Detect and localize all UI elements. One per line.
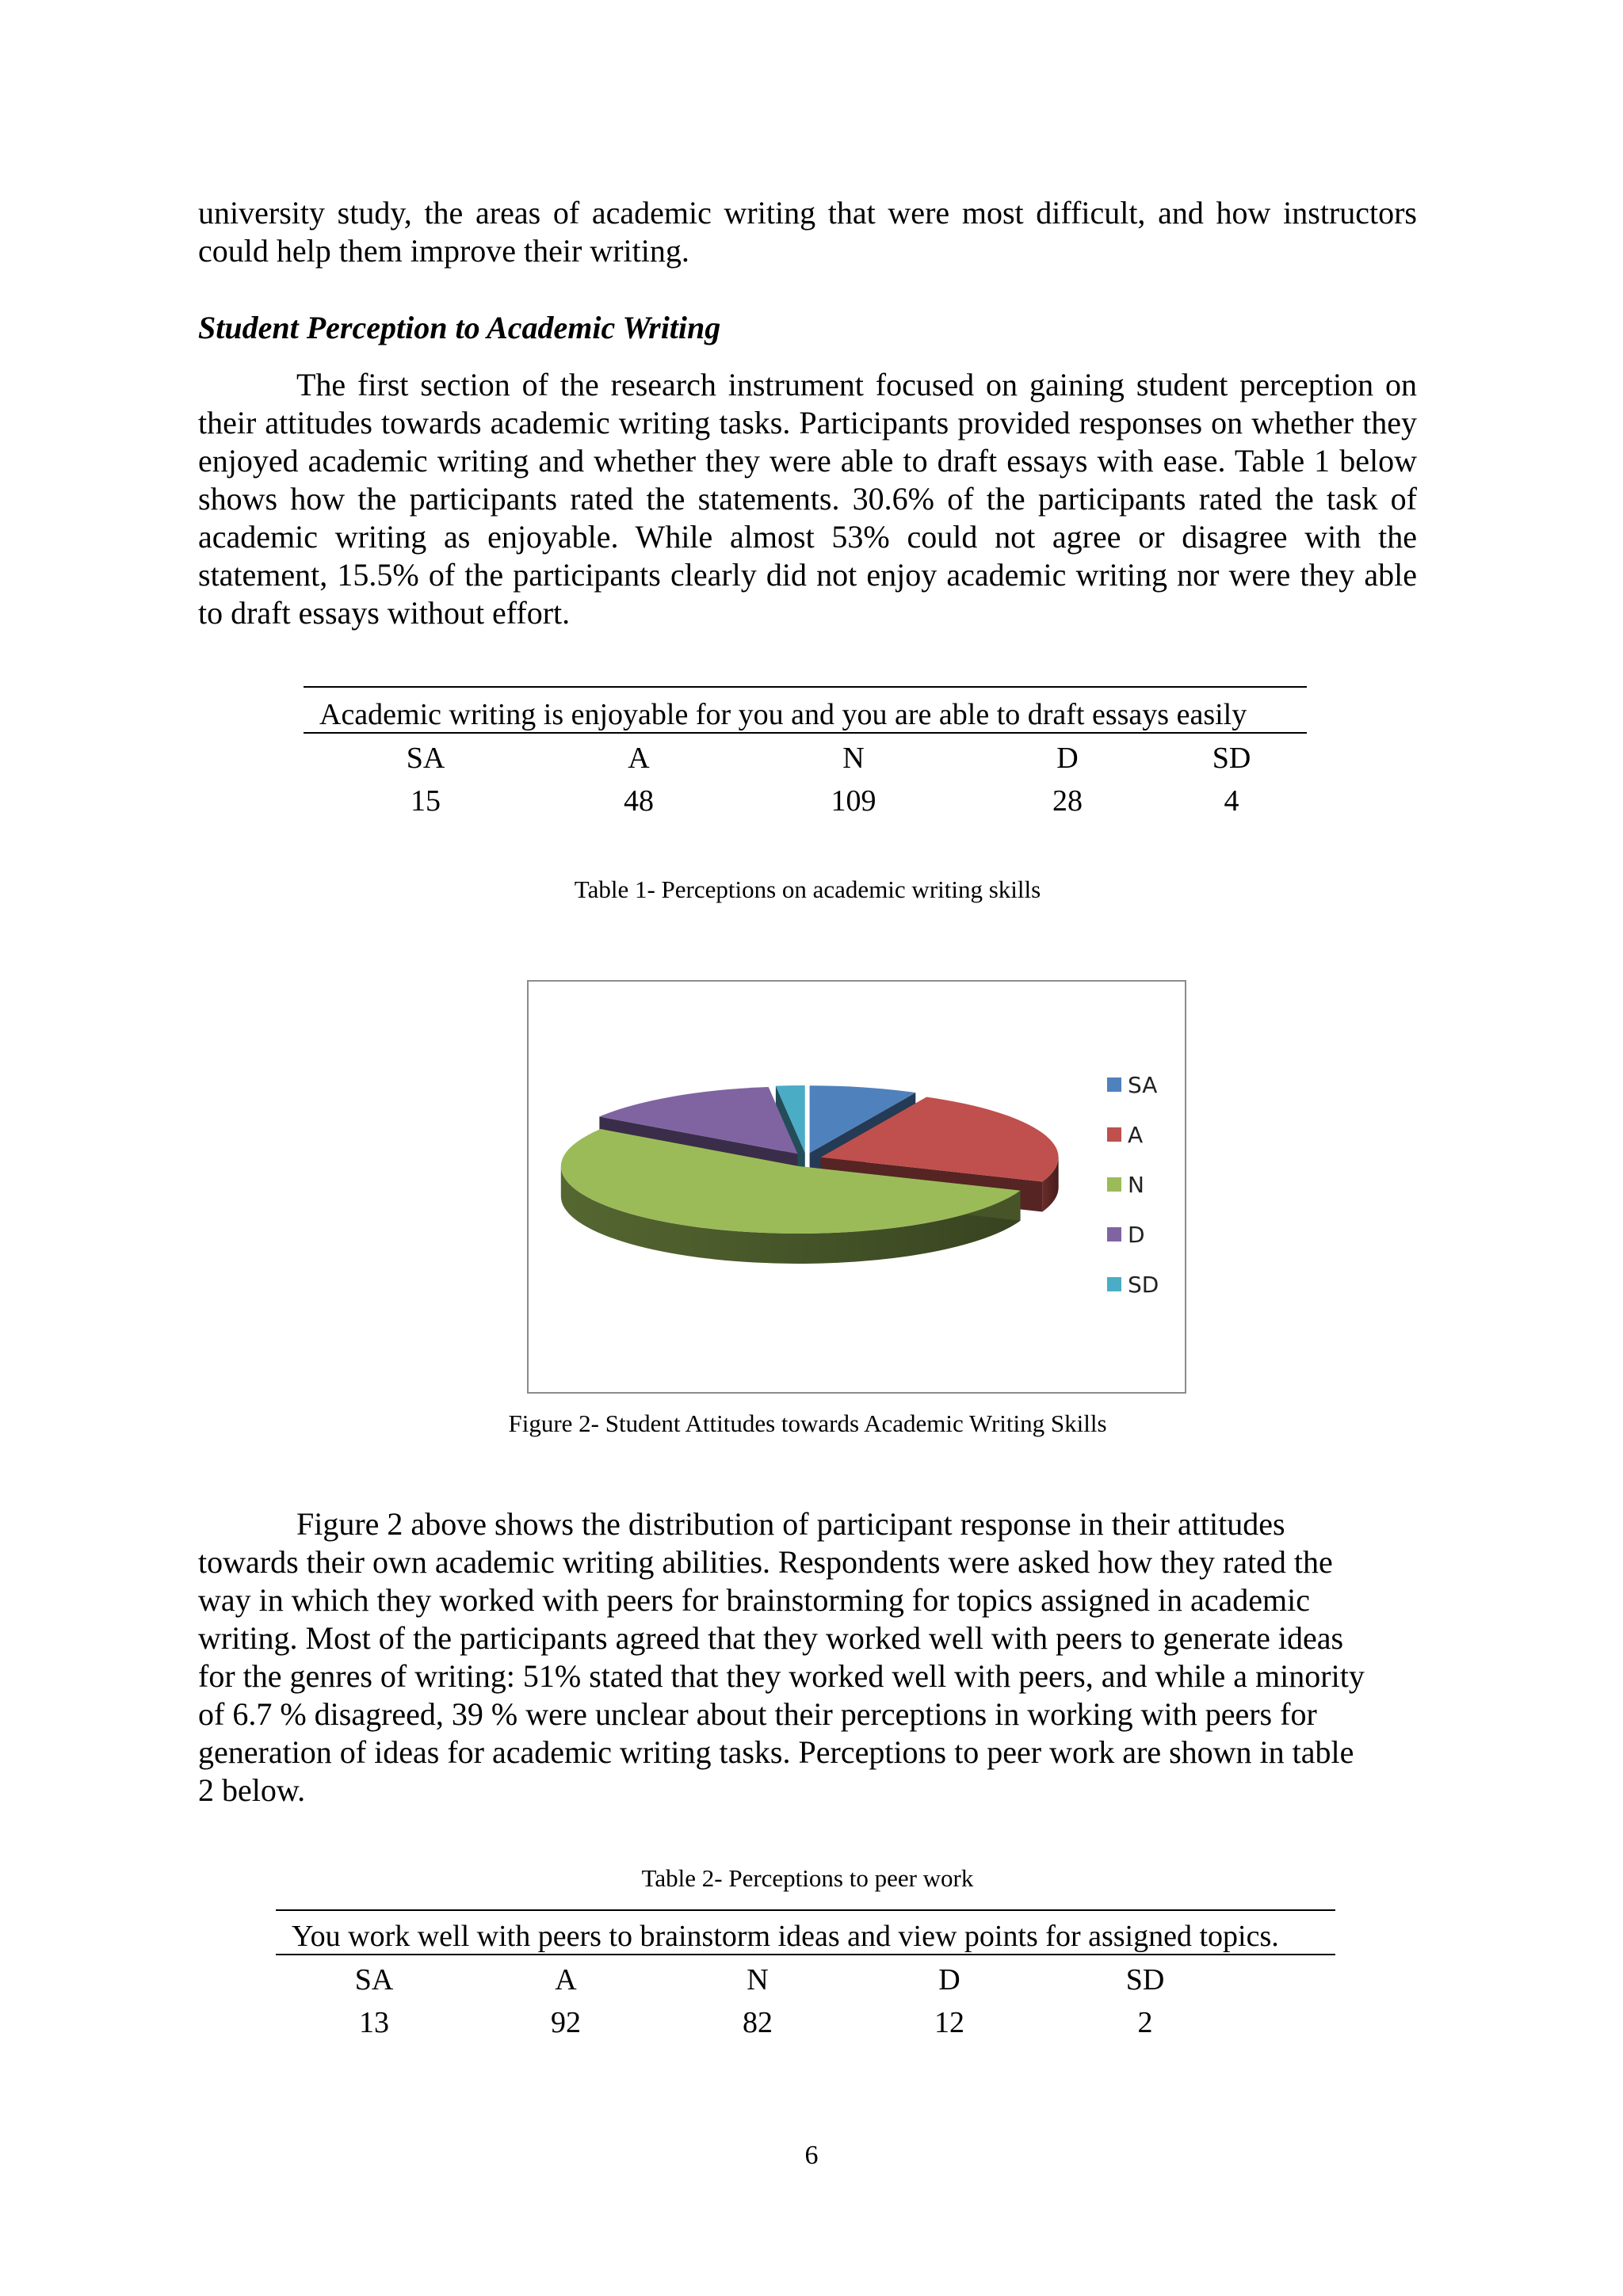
table-1-value-n: 109 <box>831 784 876 818</box>
intro-line-1: university study, the areas of academic writing that were most difficult, and how instructors <box>198 195 1417 231</box>
table-2-value-d: 12 <box>934 2006 964 2039</box>
table-2-value-sd: 2 <box>1137 2006 1153 2039</box>
table-1-value-sa: 15 <box>411 784 441 818</box>
legend-swatch <box>1107 1127 1121 1142</box>
paragraph-2-line: way in which they worked with peers for brainstorming for topics assigned in academic <box>198 1582 1310 1618</box>
legend-swatch <box>1107 1177 1121 1192</box>
legend-swatch <box>1107 1227 1121 1241</box>
legend-swatch <box>1107 1077 1121 1092</box>
pie-chart-figure <box>527 980 1186 1394</box>
legend-item-d <box>1107 1220 1145 1249</box>
table-2-caption: Table 2- Perceptions to peer work <box>641 1864 974 1892</box>
paragraph-2-line: generation of ideas for academic writing tasks. Perceptions to peer work are shown in table <box>198 1734 1354 1770</box>
table-1-header-d: D <box>1056 742 1079 775</box>
paragraph-1: The first section of the research instrument focused on gaining student perception on their attitudes towards academic writing tasks. Participants provided responses on whether they enjoyed academic writing and whether they were able to draft essays with ease. Table 1 below shows how the participants rated the statements. 30.6% of the participants rated the task of academic writing as enjoyable. While almost 53% could not agree or disagree with the statement, 15.5% of the participants clearly did not enjoy academic writing nor were they able to draft essays without effort. <box>198 367 1417 631</box>
legend-swatch <box>1107 1277 1121 1291</box>
legend-item-sd <box>1107 1270 1159 1299</box>
legend-item-sa <box>1107 1070 1157 1099</box>
paragraph-2-line: of 6.7 % disagreed, 39 % were unclear about their perceptions in working with peers for <box>198 1696 1317 1732</box>
table-1-caption: Table 1- Perceptions on academic writing skills <box>574 875 1041 903</box>
legend-label: D <box>1128 1221 1145 1248</box>
table-2-header-d: D <box>938 1963 960 1997</box>
paragraph-2-line: 2 below. <box>198 1772 306 1808</box>
legend-label: SA <box>1128 1071 1158 1098</box>
page-number: 6 <box>804 2141 819 2170</box>
table-2-value-sa: 13 <box>359 2006 389 2039</box>
table-2-value-a: 92 <box>551 2006 581 2039</box>
section-heading: Student Perception to Academic Writing <box>198 310 721 345</box>
pie-chart <box>529 982 1185 1392</box>
table-1-header-rule <box>304 732 1307 734</box>
paragraph-2-line: writing. Most of the participants agreed that they worked well with peers to generate ideas <box>198 1620 1344 1656</box>
table-2-header-rule <box>276 1954 1335 1955</box>
table-1-header-sa: SA <box>406 742 445 775</box>
paragraph-2-line: towards their own academic writing abilities. Respondents were asked how they rated the <box>198 1544 1333 1580</box>
table-1-header-n: N <box>842 742 865 775</box>
table-1-statement: Academic writing is enjoyable for you and you are able to draft essays easily <box>319 698 1247 731</box>
table-2-statement: You work well with peers to brainstorm ideas and view points for assigned topics. <box>292 1920 1279 1953</box>
table-2-top-rule <box>276 1909 1335 1911</box>
legend-label: A <box>1128 1121 1144 1148</box>
table-2-header-n: N <box>747 1963 769 1997</box>
legend-label: N <box>1128 1171 1144 1198</box>
table-2-value-n: 82 <box>743 2006 773 2039</box>
table-1-value-sd: 4 <box>1224 784 1239 818</box>
table-1-value-d: 28 <box>1052 784 1083 818</box>
intro-text <box>198 194 1417 270</box>
pie-slices <box>561 1085 1059 1264</box>
legend-item-a <box>1107 1120 1143 1149</box>
table-1-top-rule <box>304 686 1307 688</box>
table-2-header-a: A <box>555 1963 577 1997</box>
table-1-header-sd: SD <box>1212 742 1251 775</box>
table-1-value-a: 48 <box>624 784 654 818</box>
paragraph-2-line: for the genres of writing: 51% stated that they worked well with peers, and while a minority <box>198 1658 1365 1694</box>
paragraph-2 <box>198 1505 1417 1810</box>
intro-line-2: could help them improve their writing. <box>198 233 689 269</box>
legend-label: SD <box>1128 1271 1159 1298</box>
table-1-header-a: A <box>628 742 650 775</box>
paragraph-2-line: Figure 2 above shows the distribution of participant response in their attitudes <box>296 1506 1285 1542</box>
legend-item-n <box>1107 1170 1144 1199</box>
figure-2-caption: Figure 2- Student Attitudes towards Academic Writing Skills <box>508 1409 1107 1437</box>
table-2-header-sa: SA <box>354 1963 394 1997</box>
table-2-header-sd: SD <box>1125 1963 1165 1997</box>
